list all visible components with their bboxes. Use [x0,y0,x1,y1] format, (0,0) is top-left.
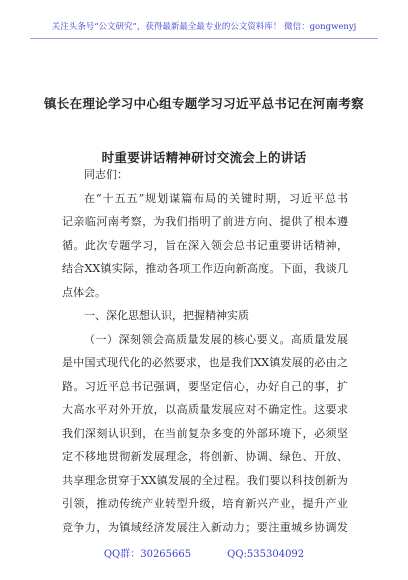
body-line: 在“十五五”规划谋篇布局的关键时期，习近平总书 [84,191,348,205]
body-line: 是中国式现代化的必然要求，也是我们XX镇发展的必由之 [62,356,348,369]
body-line: 我们深刻认识到，在当前复杂多变的外部环境下，必须坚 [62,426,348,440]
body-line: 定不移地贯彻新发展理念，将创新、协调、绿色、开放、 [62,450,348,463]
body-line: 循。此次专题学习，旨在深入领会总书记重要讲话精神， [62,238,348,252]
body-line: 大高水平对外开放，以高质量发展应对不确定性。这要求 [62,403,348,416]
footer-qq-group: QQ群：30265665 [103,549,192,560]
body-line: 引领，推动传统产业转型升级，培育新兴产业，提升产业 [62,497,348,510]
salutation: 同志们： [84,168,128,181]
document-title-line-1: 镇长在理论学习中心组专题学习习近平总书记在河南考察 [43,96,364,111]
body-line: 竞争力，为镇域经济发展注入新动力；要注重城乡协调发 [62,520,348,534]
body-line: 共享理念贯穿于XX镇发展的全过程。我们要以科技创新为 [62,473,348,487]
body-line: 结合XX镇实际，推动各项工作迈向新高度。下面，我谈几 [62,262,348,275]
page-header: 关注头条号“公文研究”，获得最新最全最专业的公文资料库！ 微信：gongwenyj [30,20,378,39]
body-line: 记亲临河南考察，为我们指明了前进方向、提供了根本遵 [62,215,348,228]
footer-qq: QQ:535304092 [227,549,305,560]
document-title-line-2: 时重要讲话精神研讨交流会上的讲话 [101,150,307,165]
body-line: 路。习近平总书记强调，要坚定信心，办好自己的事，扩 [62,379,348,393]
section-heading: 一、深化思想认识，把握精神实质 [84,309,249,322]
subsection-heading-line: （一）深刻领会高质量发展的核心要义。高质量发展 [84,332,348,346]
page-footer [0,545,408,560]
document-body [62,163,348,539]
body-line: 点体会。 [62,285,106,299]
